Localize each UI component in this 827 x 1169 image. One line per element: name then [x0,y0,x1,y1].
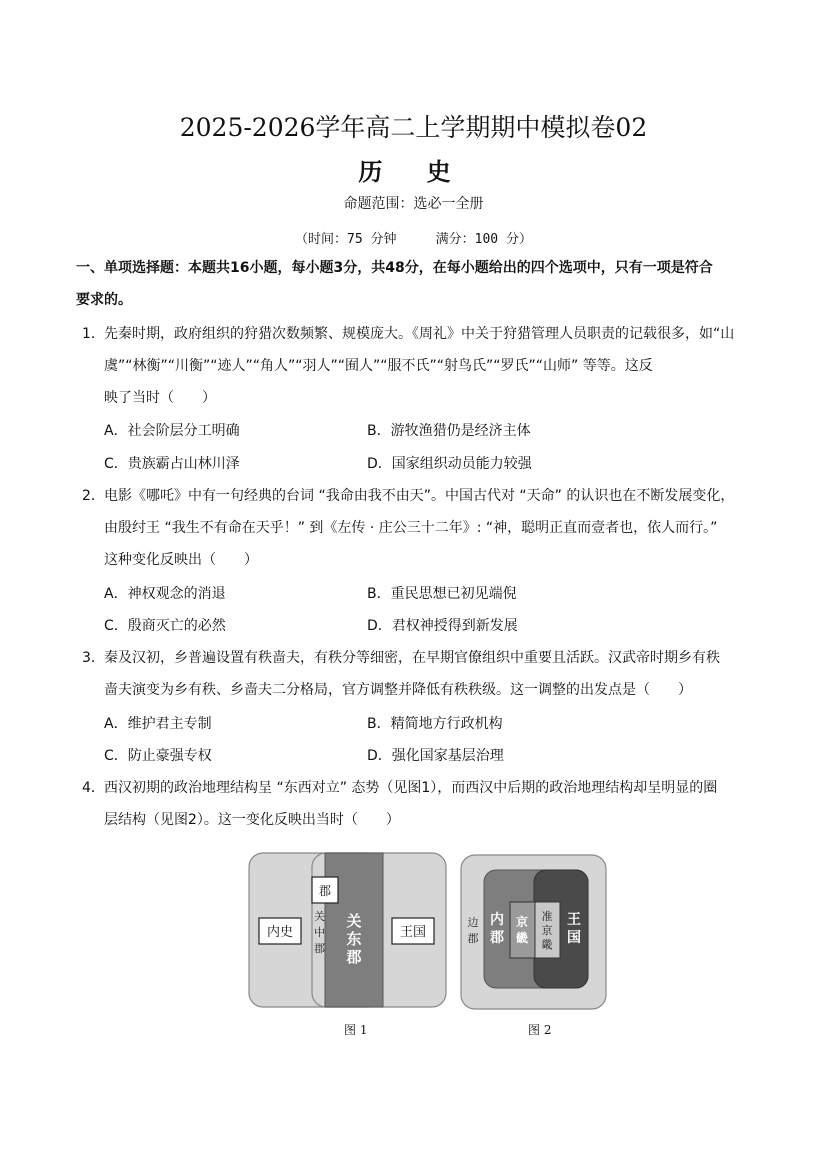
exam-time: （时间：75 分钟 满分：100 分） [295,232,532,247]
question-line: 先秦时期，政府组织的狩猎次数频繁、规模庞大。《周礼》中关于狩猎管理人员职责的记载很多，如“山 [104,326,735,342]
question-number: 2． [82,488,105,504]
option-c[interactable]: C．殷商灭亡的必然 [104,618,226,634]
neijun-char-1: 内 [490,912,504,928]
figure-2-caption: 图 2 [528,1023,552,1037]
guanzhongjun-char-2: 中 [314,926,325,939]
option-a[interactable]: A．神权观念的消退 [104,586,226,602]
section-heading-line1: 一、单项选择题：本题共16小题，每小题3分，共48分，在每小题给出的四个选项中，只有一项是符合 [76,260,713,276]
question-line: 电影《哪吒》中有一句经典的台词 “我命由我不由天”。中国古代对 “天命” 的认识也在不断发展变化， [104,488,735,504]
guandongjun-char-2: 东 [346,930,362,948]
option-b[interactable]: B．精简地方行政机构 [367,716,503,732]
exam-title: 2025-2026学年高二上学期期中模拟卷02 [179,113,648,142]
guandongjun-char-1: 关 [346,912,362,930]
question-line: 层结构（见图2）。这一变化反映出当时（ ） [104,812,400,828]
question-2 [82,480,758,576]
option-d[interactable]: D．君权神授得到新发展 [367,618,518,634]
option-d[interactable]: D．国家组织动员能力较强 [367,456,532,472]
neishi-label: 内史 [266,925,294,940]
bianjun-char-2: 郡 [467,932,479,945]
option-c[interactable]: C．贵族霸占山林川泽 [104,456,240,472]
question-line: 映了当时（ ） [104,390,216,406]
option-a[interactable]: A．维护君主专制 [104,716,212,732]
option-b[interactable]: B．重民思想已初见端倪 [367,586,517,602]
question-3 [82,642,758,706]
guanzhongjun-char-3: 郡 [314,942,325,955]
jun-label: 郡 [318,884,332,898]
wangguo-char-1: 王 [567,912,581,928]
jingji-char-1: 京 [515,915,529,929]
question-line: 虞”“林衡”“川衡”“迹人”“角人”“羽人”“囿人”“服不氏”“射鸟氏”“罗氏”“山师” 等等。这反 [104,358,653,374]
section-heading [76,252,756,316]
option-d[interactable]: D．强化国家基层治理 [367,748,504,764]
subject-title: 历 史 [358,157,469,186]
zhunjingji-char-2: 京 [541,924,553,937]
figure-1-diagram [246,850,450,1012]
guandongjun-char-3: 郡 [346,948,362,966]
wangguo-char-2: 国 [567,930,581,946]
question-number: 4． [82,780,105,796]
question-line: 这种变化反映出（ ） [104,552,258,568]
neijun-char-2: 郡 [490,930,504,946]
question-line: 秦及汉初，乡普遍设置有秩啬夫，有秩分等细密，在早期官僚组织中重要且活跃。汉武帝时期乡有秩 [104,650,720,666]
option-a[interactable]: A．社会阶层分工明确 [104,423,240,439]
figure-1-caption: 图 1 [344,1023,368,1037]
jingji-box [510,902,535,958]
guanzhongjun-char-1: 关 [314,910,325,923]
question-number: 1． [82,326,105,342]
question-line: 啬夫演变为乡有秩、乡啬夫二分格局，官方调整并降低有秩秩级。这一调整的出发点是（ ） [104,682,692,698]
option-b[interactable]: B．游牧渔猎仍是经济主体 [367,423,531,439]
section-heading-line2: 要求的。 [76,292,132,308]
bianjun-char-1: 边 [467,916,479,929]
figure-2-diagram [458,852,610,1012]
zhunjingji-char-3: 畿 [541,938,553,951]
exam-scope: 命题范围：选必一全册 [343,196,484,212]
question-line: 由殷纣王 “我生不有命在天乎！” 到《左传 · 庄公三十二年》: “神，聪明正直而壹者也，依人而行。” [104,520,718,536]
jingji-char-2: 畿 [515,931,529,945]
option-c[interactable]: C．防止豪强专权 [104,748,212,764]
wangguo-label: 王国 [399,925,427,940]
question-1 [82,318,758,414]
question-4 [82,772,758,836]
zhunjingji-char-1: 准 [541,910,553,923]
question-line: 西汉初期的政治地理结构呈 “东西对立” 态势（见图1），而西汉中后期的政治地理结构却呈明显的圈 [104,780,718,796]
question-number: 3． [82,650,105,666]
